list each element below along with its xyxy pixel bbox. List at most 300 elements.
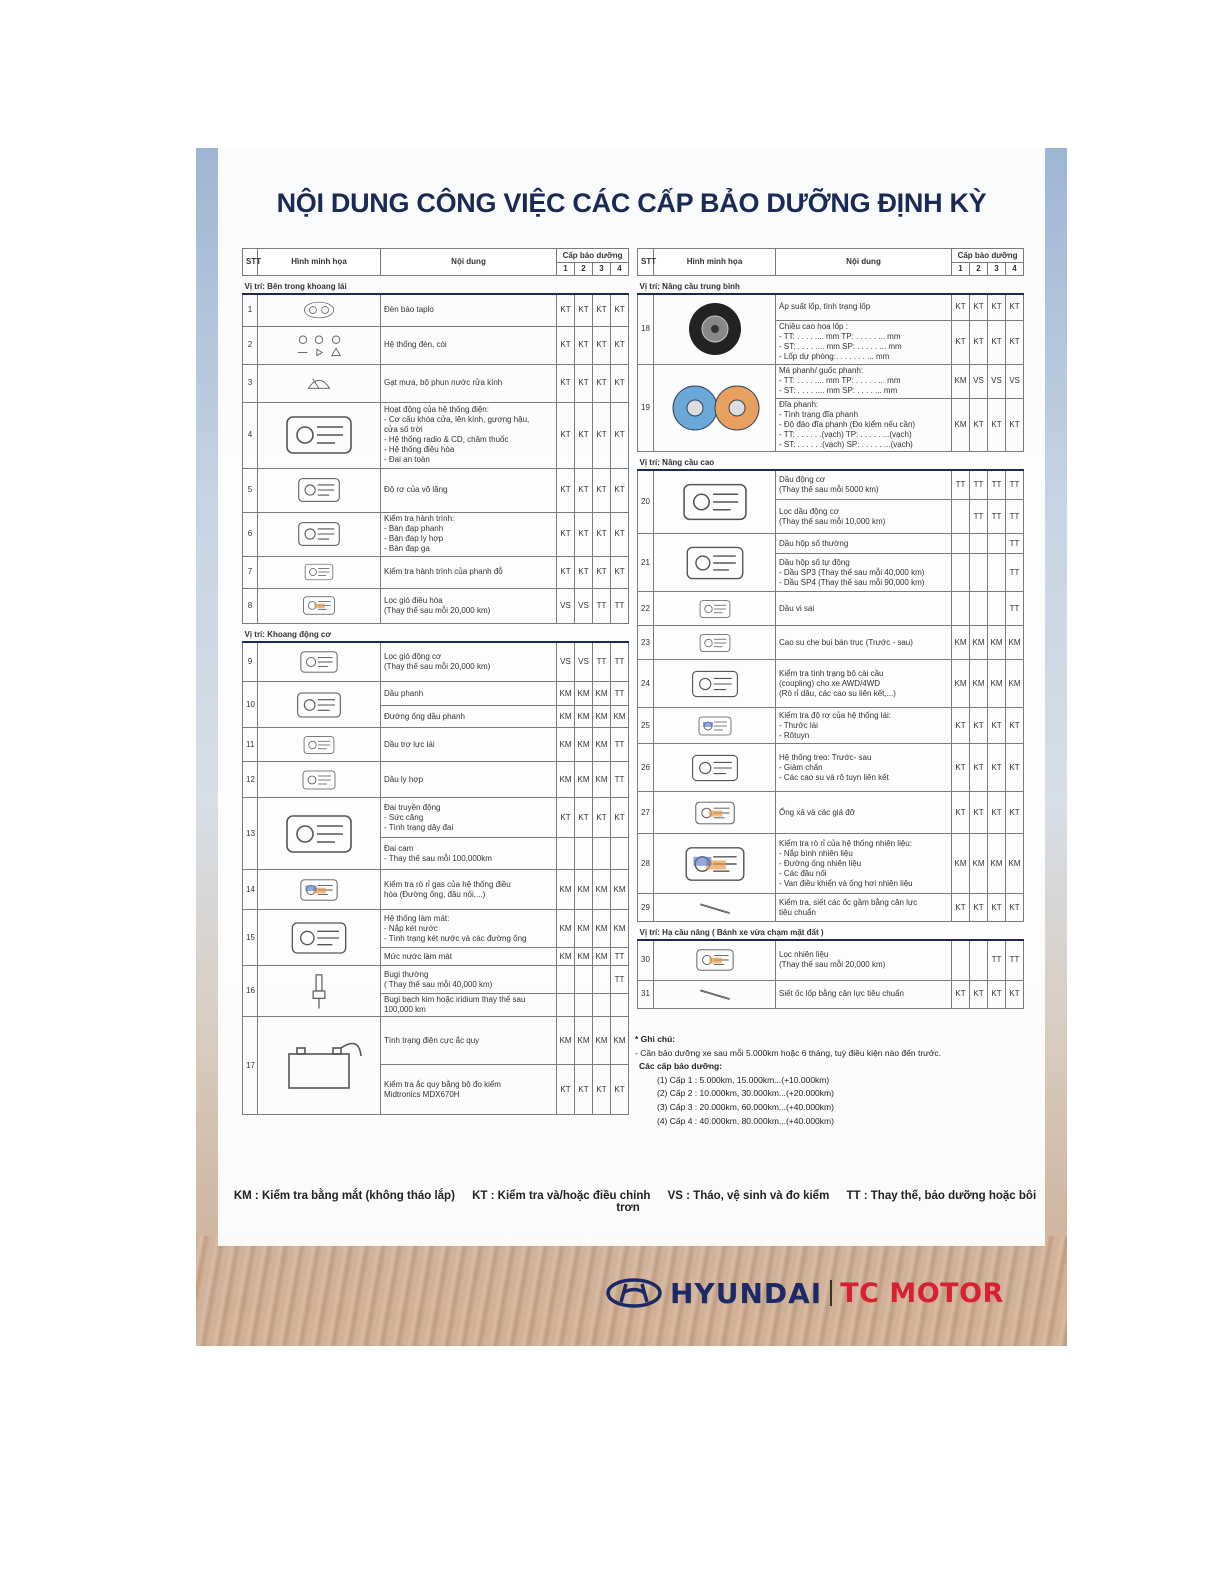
content-line: - Các đầu nối bbox=[779, 868, 827, 878]
row-number: 31 bbox=[638, 980, 654, 1008]
level-cell: KT bbox=[557, 1065, 575, 1115]
content-line: hòa (Đường ống, đầu nối,...) bbox=[384, 889, 486, 899]
pedal-icon bbox=[269, 515, 369, 553]
level-cell: KM bbox=[611, 870, 629, 910]
header-stt: STT bbox=[638, 249, 654, 276]
header-level: 4 bbox=[611, 263, 629, 276]
level-cell: KT bbox=[952, 792, 970, 834]
content-line: - Đường ống nhiên liệu bbox=[779, 858, 862, 868]
brake-disc-icon bbox=[665, 369, 765, 447]
content-cell bbox=[776, 940, 952, 980]
content-line: Đai cam bbox=[384, 843, 414, 853]
header-level: 2 bbox=[970, 263, 988, 276]
content-cell bbox=[776, 792, 952, 834]
level-cell bbox=[970, 592, 988, 626]
level-cell: KM bbox=[593, 728, 611, 762]
illustration-cell bbox=[654, 470, 776, 534]
level-cell: KM bbox=[575, 762, 593, 798]
level-cell: KT bbox=[952, 708, 970, 744]
legend-km: KM : Kiểm tra bằng mắt (không tháo lắp) bbox=[233, 1190, 455, 1202]
content-cell bbox=[776, 894, 952, 922]
level-cell: KM bbox=[952, 398, 970, 451]
content-line: (Thay thế sau mỗi 20,000 km) bbox=[384, 661, 491, 671]
level-cell: TT bbox=[970, 500, 988, 534]
fuel-filter-icon bbox=[665, 943, 765, 977]
level-cell: KM bbox=[557, 706, 575, 728]
level-cell: VS bbox=[1006, 364, 1024, 398]
illustration-cell bbox=[258, 870, 381, 910]
row-number: 28 bbox=[638, 834, 654, 894]
exhaust-icon bbox=[665, 795, 765, 831]
level-cell: KT bbox=[1006, 398, 1024, 451]
content-line: (Rò rỉ dầu, các cao su liên kết,...) bbox=[779, 688, 896, 698]
header-illustration: Hình minh họa bbox=[654, 249, 776, 276]
level-cell: TT bbox=[1006, 940, 1024, 980]
content-cell bbox=[776, 534, 952, 554]
level-cell: KT bbox=[611, 556, 629, 588]
content-line: - Bàn đạp ga bbox=[384, 544, 430, 553]
content-cell bbox=[381, 364, 557, 402]
row-number: 26 bbox=[638, 744, 654, 792]
level-cell: KM bbox=[557, 870, 575, 910]
content-cell bbox=[776, 470, 952, 500]
content-line: - Hệ thống radio & CD, châm thuốc bbox=[384, 435, 509, 444]
content-line: - Độ đảo đĩa phanh (Đo kiểm nếu cần) bbox=[779, 419, 916, 429]
content-cell bbox=[381, 870, 557, 910]
content-line: - ST: . . . . . .(vạch) SP: . . . . . ...(vạch) bbox=[779, 439, 913, 449]
content-line: Đĩa phanh: bbox=[779, 399, 819, 409]
level-cell bbox=[952, 592, 970, 626]
content-line: Kiểm tra ắc quy bằng bộ đo kiểm bbox=[384, 1079, 501, 1089]
level-cell: KM bbox=[557, 910, 575, 948]
level-cell bbox=[557, 966, 575, 994]
level-cell: KT bbox=[1006, 894, 1024, 922]
level-cell: KT bbox=[557, 326, 575, 364]
level-cell bbox=[952, 554, 970, 592]
row-number: 10 bbox=[243, 682, 258, 728]
level-cell: KT bbox=[970, 744, 988, 792]
header-level: 1 bbox=[952, 263, 970, 276]
table-row bbox=[638, 744, 1024, 792]
content-line: Độ rơ của vô lăng bbox=[384, 485, 448, 494]
content-line: Đai truyền động bbox=[384, 802, 441, 812]
level-cell: KM bbox=[593, 706, 611, 728]
legend-kt: KT : Kiểm tra và/hoặc điều chỉnh bbox=[472, 1190, 651, 1202]
illustration-cell bbox=[258, 798, 381, 870]
clutch-fluid-icon bbox=[269, 765, 369, 795]
level-cell: KT bbox=[988, 294, 1006, 320]
content-line: Dầu phanh bbox=[384, 688, 424, 698]
level-cell: KT bbox=[988, 894, 1006, 922]
level-cell: KT bbox=[1006, 744, 1024, 792]
illustration-cell bbox=[654, 294, 776, 364]
content-cell bbox=[381, 728, 557, 762]
level-cell: KT bbox=[988, 792, 1006, 834]
content-line: Mức nước làm mát bbox=[384, 951, 452, 961]
content-line: - ST: . . . . .... mm SP: . . . . ... mm bbox=[779, 386, 898, 395]
content-line: - TT: . . . . .... mm TP: . . . . . ... mm bbox=[779, 376, 901, 385]
content-line: Cao su che bụi bán trục (Trước - sau) bbox=[779, 637, 913, 647]
header-level: 3 bbox=[593, 263, 611, 276]
illustration-cell bbox=[258, 556, 381, 588]
table-row bbox=[638, 470, 1024, 500]
shock-icon bbox=[665, 897, 765, 919]
content-cell bbox=[381, 966, 557, 994]
content-cell bbox=[381, 556, 557, 588]
level-cell: TT bbox=[1006, 534, 1024, 554]
section-label: Vị trí: Nâng cầu cao bbox=[638, 451, 1024, 470]
table-row bbox=[243, 512, 629, 556]
table-row bbox=[243, 966, 629, 994]
table-row bbox=[243, 682, 629, 706]
content-line: Lọc dầu động cơ bbox=[779, 506, 839, 516]
level-cell: KT bbox=[575, 512, 593, 556]
belt-icon bbox=[269, 801, 369, 867]
row-number: 24 bbox=[638, 660, 654, 708]
content-cell bbox=[776, 398, 952, 451]
illustration-cell bbox=[258, 512, 381, 556]
content-line: ( Thay thế sau mỗi 40,000 km) bbox=[384, 979, 493, 989]
content-line: Kiểm tra độ rơ của hệ thống lái: bbox=[779, 710, 891, 720]
level-cell: KT bbox=[1006, 294, 1024, 320]
ac-gas-icon bbox=[269, 873, 369, 907]
illustration-cell bbox=[258, 402, 381, 468]
table-row bbox=[638, 626, 1024, 660]
content-line: cửa số trời bbox=[384, 425, 423, 434]
content-cell bbox=[776, 980, 952, 1008]
section-row bbox=[243, 623, 629, 642]
content-cell bbox=[381, 588, 557, 623]
level-cell: KT bbox=[557, 512, 575, 556]
level-cell: KT bbox=[557, 468, 575, 512]
table-row bbox=[638, 660, 1024, 708]
level-cell: KT bbox=[575, 556, 593, 588]
level-cell bbox=[970, 554, 988, 592]
content-line: Lọc gió điều hòa bbox=[384, 595, 443, 605]
table-row bbox=[243, 588, 629, 623]
differential-icon bbox=[665, 595, 765, 623]
section-row bbox=[638, 922, 1024, 941]
illustration-cell bbox=[258, 966, 381, 1017]
level-cell: KM bbox=[575, 948, 593, 966]
content-cell bbox=[776, 592, 952, 626]
table-row bbox=[243, 402, 629, 468]
row-number: 16 bbox=[243, 966, 258, 1017]
content-line: Midtronics MDX670H bbox=[384, 1089, 460, 1099]
level-cell: KM bbox=[611, 706, 629, 728]
content-line: Kiểm tra rò rỉ gas của hệ thống điều bbox=[384, 879, 511, 889]
level-cell: KT bbox=[988, 744, 1006, 792]
level-cell: KM bbox=[952, 660, 970, 708]
content-line: - Hệ thống điều hòa bbox=[384, 445, 455, 454]
level-cell: KT bbox=[575, 402, 593, 468]
illustration-cell bbox=[258, 762, 381, 798]
level-cell: KM bbox=[952, 364, 970, 398]
illustration-cell bbox=[258, 910, 381, 966]
content-cell bbox=[381, 294, 557, 326]
content-line: - Thước lái bbox=[779, 720, 818, 730]
header-level: 3 bbox=[988, 263, 1006, 276]
wiper-icon bbox=[269, 367, 369, 399]
row-number: 2 bbox=[243, 326, 258, 364]
content-line: Đèn báo taplo bbox=[384, 305, 434, 315]
level-cell bbox=[952, 500, 970, 534]
table-row bbox=[243, 910, 629, 948]
row-number: 9 bbox=[243, 642, 258, 682]
content-cell bbox=[381, 1065, 557, 1115]
row-number: 7 bbox=[243, 556, 258, 588]
table-row bbox=[638, 708, 1024, 744]
level-cell: KM bbox=[557, 762, 575, 798]
content-line: - Nắp bình nhiên liệu bbox=[779, 848, 853, 858]
row-number: 13 bbox=[243, 798, 258, 870]
content-line: - Bàn đạp phanh bbox=[384, 524, 444, 533]
table-row bbox=[638, 940, 1024, 980]
table-row bbox=[243, 1017, 629, 1065]
illustration-cell bbox=[258, 326, 381, 364]
content-line: Bugi thường bbox=[384, 969, 429, 979]
content-cell bbox=[381, 512, 557, 556]
level-item: (2) Cấp 2 : 10.000km, 30.000km...(+20.000km) bbox=[657, 1088, 834, 1099]
level-cell: KT bbox=[1006, 320, 1024, 364]
header-illustration: Hình minh họa bbox=[258, 249, 381, 276]
content-line: - Van điều khiển và ống hơi nhiên liệu bbox=[779, 878, 913, 888]
level-cell: KT bbox=[557, 402, 575, 468]
table-row bbox=[243, 728, 629, 762]
level-cell bbox=[557, 838, 575, 870]
header-content: Nội dung bbox=[776, 249, 952, 276]
row-number: 15 bbox=[243, 910, 258, 966]
left-maintenance-table bbox=[242, 248, 629, 1115]
level-cell: KM bbox=[1006, 660, 1024, 708]
level-cell: KM bbox=[557, 728, 575, 762]
level-cell: KM bbox=[952, 626, 970, 660]
table-row bbox=[638, 592, 1024, 626]
level-cell bbox=[593, 838, 611, 870]
level-cell: KT bbox=[952, 744, 970, 792]
content-line: - Tình trạng dây đai bbox=[384, 822, 454, 832]
content-line: Gạt mưa, bộ phun nước rửa kính bbox=[384, 378, 503, 387]
suspension-icon bbox=[665, 747, 765, 789]
levels-heading: Các cấp bảo dưỡng: bbox=[639, 1061, 723, 1072]
level-cell: KM bbox=[611, 1017, 629, 1065]
level-cell bbox=[952, 534, 970, 554]
content-line: Lọc nhiên liệu bbox=[779, 950, 829, 960]
level-cell: KT bbox=[575, 1065, 593, 1115]
axle-icon bbox=[665, 629, 765, 657]
content-line: (Thay thế sau mỗi 20,000 km) bbox=[384, 605, 491, 615]
table-row bbox=[243, 762, 629, 798]
level-cell: KT bbox=[611, 798, 629, 838]
content-line: - TT: . . . . . .(vạch) TP: . . . . . ...(vạch) bbox=[779, 429, 912, 439]
level-cell: VS bbox=[557, 588, 575, 623]
header-level: 4 bbox=[1006, 263, 1024, 276]
content-line: Kiểm tra hành trình của phanh đỗ bbox=[384, 567, 503, 576]
section-label: Vị trí: Bên trong khoang lái bbox=[243, 276, 629, 295]
level-cell: TT bbox=[611, 948, 629, 966]
level-cell: KM bbox=[575, 870, 593, 910]
table-row bbox=[243, 294, 629, 326]
row-number: 30 bbox=[638, 940, 654, 980]
row-number: 29 bbox=[638, 894, 654, 922]
section-label: Vị trí: Hạ cầu nâng ( Bánh xe vừa chạm mặt đất ) bbox=[638, 922, 1024, 941]
level-cell: TT bbox=[611, 762, 629, 798]
content-line: - Cơ cấu khóa cửa, lên kính, gương hậu, bbox=[384, 415, 530, 424]
level-cell: KM bbox=[988, 626, 1006, 660]
content-cell bbox=[776, 834, 952, 894]
level-cell: KM bbox=[593, 682, 611, 706]
content-cell bbox=[776, 708, 952, 744]
illustration-cell bbox=[258, 588, 381, 623]
illustration-cell bbox=[654, 792, 776, 834]
content-line: Dầu ly hợp bbox=[384, 774, 424, 784]
illustration-cell bbox=[258, 468, 381, 512]
table-row bbox=[243, 364, 629, 402]
level-cell: KT bbox=[575, 468, 593, 512]
section-row bbox=[638, 276, 1024, 295]
level-cell: KT bbox=[611, 468, 629, 512]
section-label: Vị trí: Khoang động cơ bbox=[243, 623, 629, 642]
header-content: Nội dung bbox=[381, 249, 557, 276]
content-cell bbox=[381, 838, 557, 870]
level-cell: KT bbox=[557, 556, 575, 588]
header-levels: Cấp bảo dưỡng bbox=[557, 249, 629, 263]
row-number: 6 bbox=[243, 512, 258, 556]
row-number: 4 bbox=[243, 402, 258, 468]
level-cell: TT bbox=[970, 470, 988, 500]
content-cell bbox=[381, 1017, 557, 1065]
table-row bbox=[243, 326, 629, 364]
content-line: Kiểm tra tình trạng bộ cài cầu bbox=[779, 668, 884, 678]
level-cell: KM bbox=[557, 948, 575, 966]
level-cell: KT bbox=[1006, 708, 1024, 744]
coupling-icon bbox=[665, 663, 765, 705]
content-line: 100,000 km bbox=[384, 1005, 426, 1014]
gearbox-icon bbox=[665, 537, 765, 589]
level-cell: KM bbox=[988, 834, 1006, 894]
level-cell bbox=[970, 940, 988, 980]
content-line: Bugi bạch kim hoặc iridium thay thế sau bbox=[384, 995, 526, 1004]
content-cell bbox=[776, 364, 952, 398]
content-line: - ST: . . . . .... mm SP: . . . . . ... mm bbox=[779, 342, 902, 351]
level-cell bbox=[988, 554, 1006, 592]
header-level: 2 bbox=[575, 263, 593, 276]
row-number: 12 bbox=[243, 762, 258, 798]
level-cell: KM bbox=[1006, 834, 1024, 894]
row-number: 11 bbox=[243, 728, 258, 762]
header-stt: STT bbox=[243, 249, 258, 276]
light-horn-icon bbox=[269, 329, 369, 361]
level-cell: KT bbox=[970, 980, 988, 1008]
level-cell: KT bbox=[970, 894, 988, 922]
table-row bbox=[243, 642, 629, 682]
illustration-cell bbox=[654, 364, 776, 451]
level-cell: VS bbox=[970, 364, 988, 398]
content-line: - Các cao su và rô tuyn liên kết bbox=[779, 772, 889, 782]
tire-icon bbox=[665, 297, 765, 361]
level-cell bbox=[952, 940, 970, 980]
table-row bbox=[638, 792, 1024, 834]
content-line: Hoạt động của hệ thống điện: bbox=[384, 405, 489, 414]
illustration-cell bbox=[654, 980, 776, 1008]
table-row bbox=[638, 364, 1024, 398]
level-cell bbox=[988, 592, 1006, 626]
level-cell: TT bbox=[1006, 470, 1024, 500]
illustration-cell bbox=[654, 894, 776, 922]
row-number: 1 bbox=[243, 294, 258, 326]
level-cell: KM bbox=[557, 682, 575, 706]
content-cell bbox=[381, 798, 557, 838]
row-number: 8 bbox=[243, 588, 258, 623]
content-line: Kiểm tra hành trình: bbox=[384, 514, 455, 523]
level-cell: KM bbox=[575, 728, 593, 762]
content-cell bbox=[381, 326, 557, 364]
content-line: - Dầu SP3 (Thay thế sau mỗi 40,000 km) bbox=[779, 567, 925, 577]
content-line: - TT: . . . . .... mm TP: . . . . . ... mm bbox=[779, 332, 901, 341]
content-line: Hệ thống đèn, còi bbox=[384, 340, 447, 349]
header-level: 1 bbox=[557, 263, 575, 276]
row-number: 20 bbox=[638, 470, 654, 534]
content-cell bbox=[381, 468, 557, 512]
handbrake-icon bbox=[269, 559, 369, 585]
illustration-cell bbox=[654, 660, 776, 708]
content-line: Dầu hộp số tự động bbox=[779, 557, 850, 567]
section-row bbox=[638, 451, 1024, 470]
content-line: Má phanh/ guốc phanh: bbox=[779, 366, 864, 375]
content-line: (Thay thế sau mỗi 5000 km) bbox=[779, 484, 879, 494]
content-cell bbox=[381, 642, 557, 682]
level-cell: TT bbox=[988, 470, 1006, 500]
level-cell: KT bbox=[988, 398, 1006, 451]
level-cell bbox=[611, 838, 629, 870]
legend bbox=[218, 1190, 1045, 1214]
level-cell bbox=[988, 534, 1006, 554]
notes-line: - Cần bảo dưỡng xe sau mỗi 5.000km hoặc 6 tháng, tuỳ điều kiện nào đến trước. bbox=[635, 1047, 942, 1058]
level-item: (4) Cấp 4 : 40.000km, 80.000km...(+40.000km) bbox=[657, 1115, 834, 1126]
table-row bbox=[638, 894, 1024, 922]
level-cell: KM bbox=[593, 948, 611, 966]
level-cell: VS bbox=[557, 642, 575, 682]
header-levels: Cấp bảo dưỡng bbox=[952, 249, 1024, 263]
table-row bbox=[638, 834, 1024, 894]
level-cell: TT bbox=[988, 500, 1006, 534]
level-cell bbox=[593, 966, 611, 994]
content-line: - Sức căng bbox=[384, 812, 424, 822]
engine-icon bbox=[665, 473, 765, 531]
level-cell: TT bbox=[611, 728, 629, 762]
level-cell: KT bbox=[593, 364, 611, 402]
content-line: Ống xả và các giá đỡ bbox=[779, 807, 855, 817]
illustration-cell bbox=[258, 294, 381, 326]
table-row bbox=[638, 534, 1024, 554]
wheel-torque-icon bbox=[665, 983, 765, 1005]
level-cell: KT bbox=[611, 512, 629, 556]
level-cell: KT bbox=[988, 320, 1006, 364]
level-cell: KM bbox=[575, 682, 593, 706]
content-line: Hệ thống làm mát: bbox=[384, 913, 450, 923]
level-cell: KM bbox=[1006, 626, 1024, 660]
level-cell bbox=[593, 994, 611, 1017]
illustration-cell bbox=[654, 626, 776, 660]
level-cell: KM bbox=[593, 910, 611, 948]
content-line: Hệ thống treo: Trước- sau bbox=[779, 752, 872, 762]
brake-fluid-icon bbox=[269, 685, 369, 725]
level-cell: KT bbox=[988, 980, 1006, 1008]
row-number: 21 bbox=[638, 534, 654, 592]
illustration-cell bbox=[654, 834, 776, 894]
level-cell bbox=[575, 966, 593, 994]
illustration-cell bbox=[258, 728, 381, 762]
